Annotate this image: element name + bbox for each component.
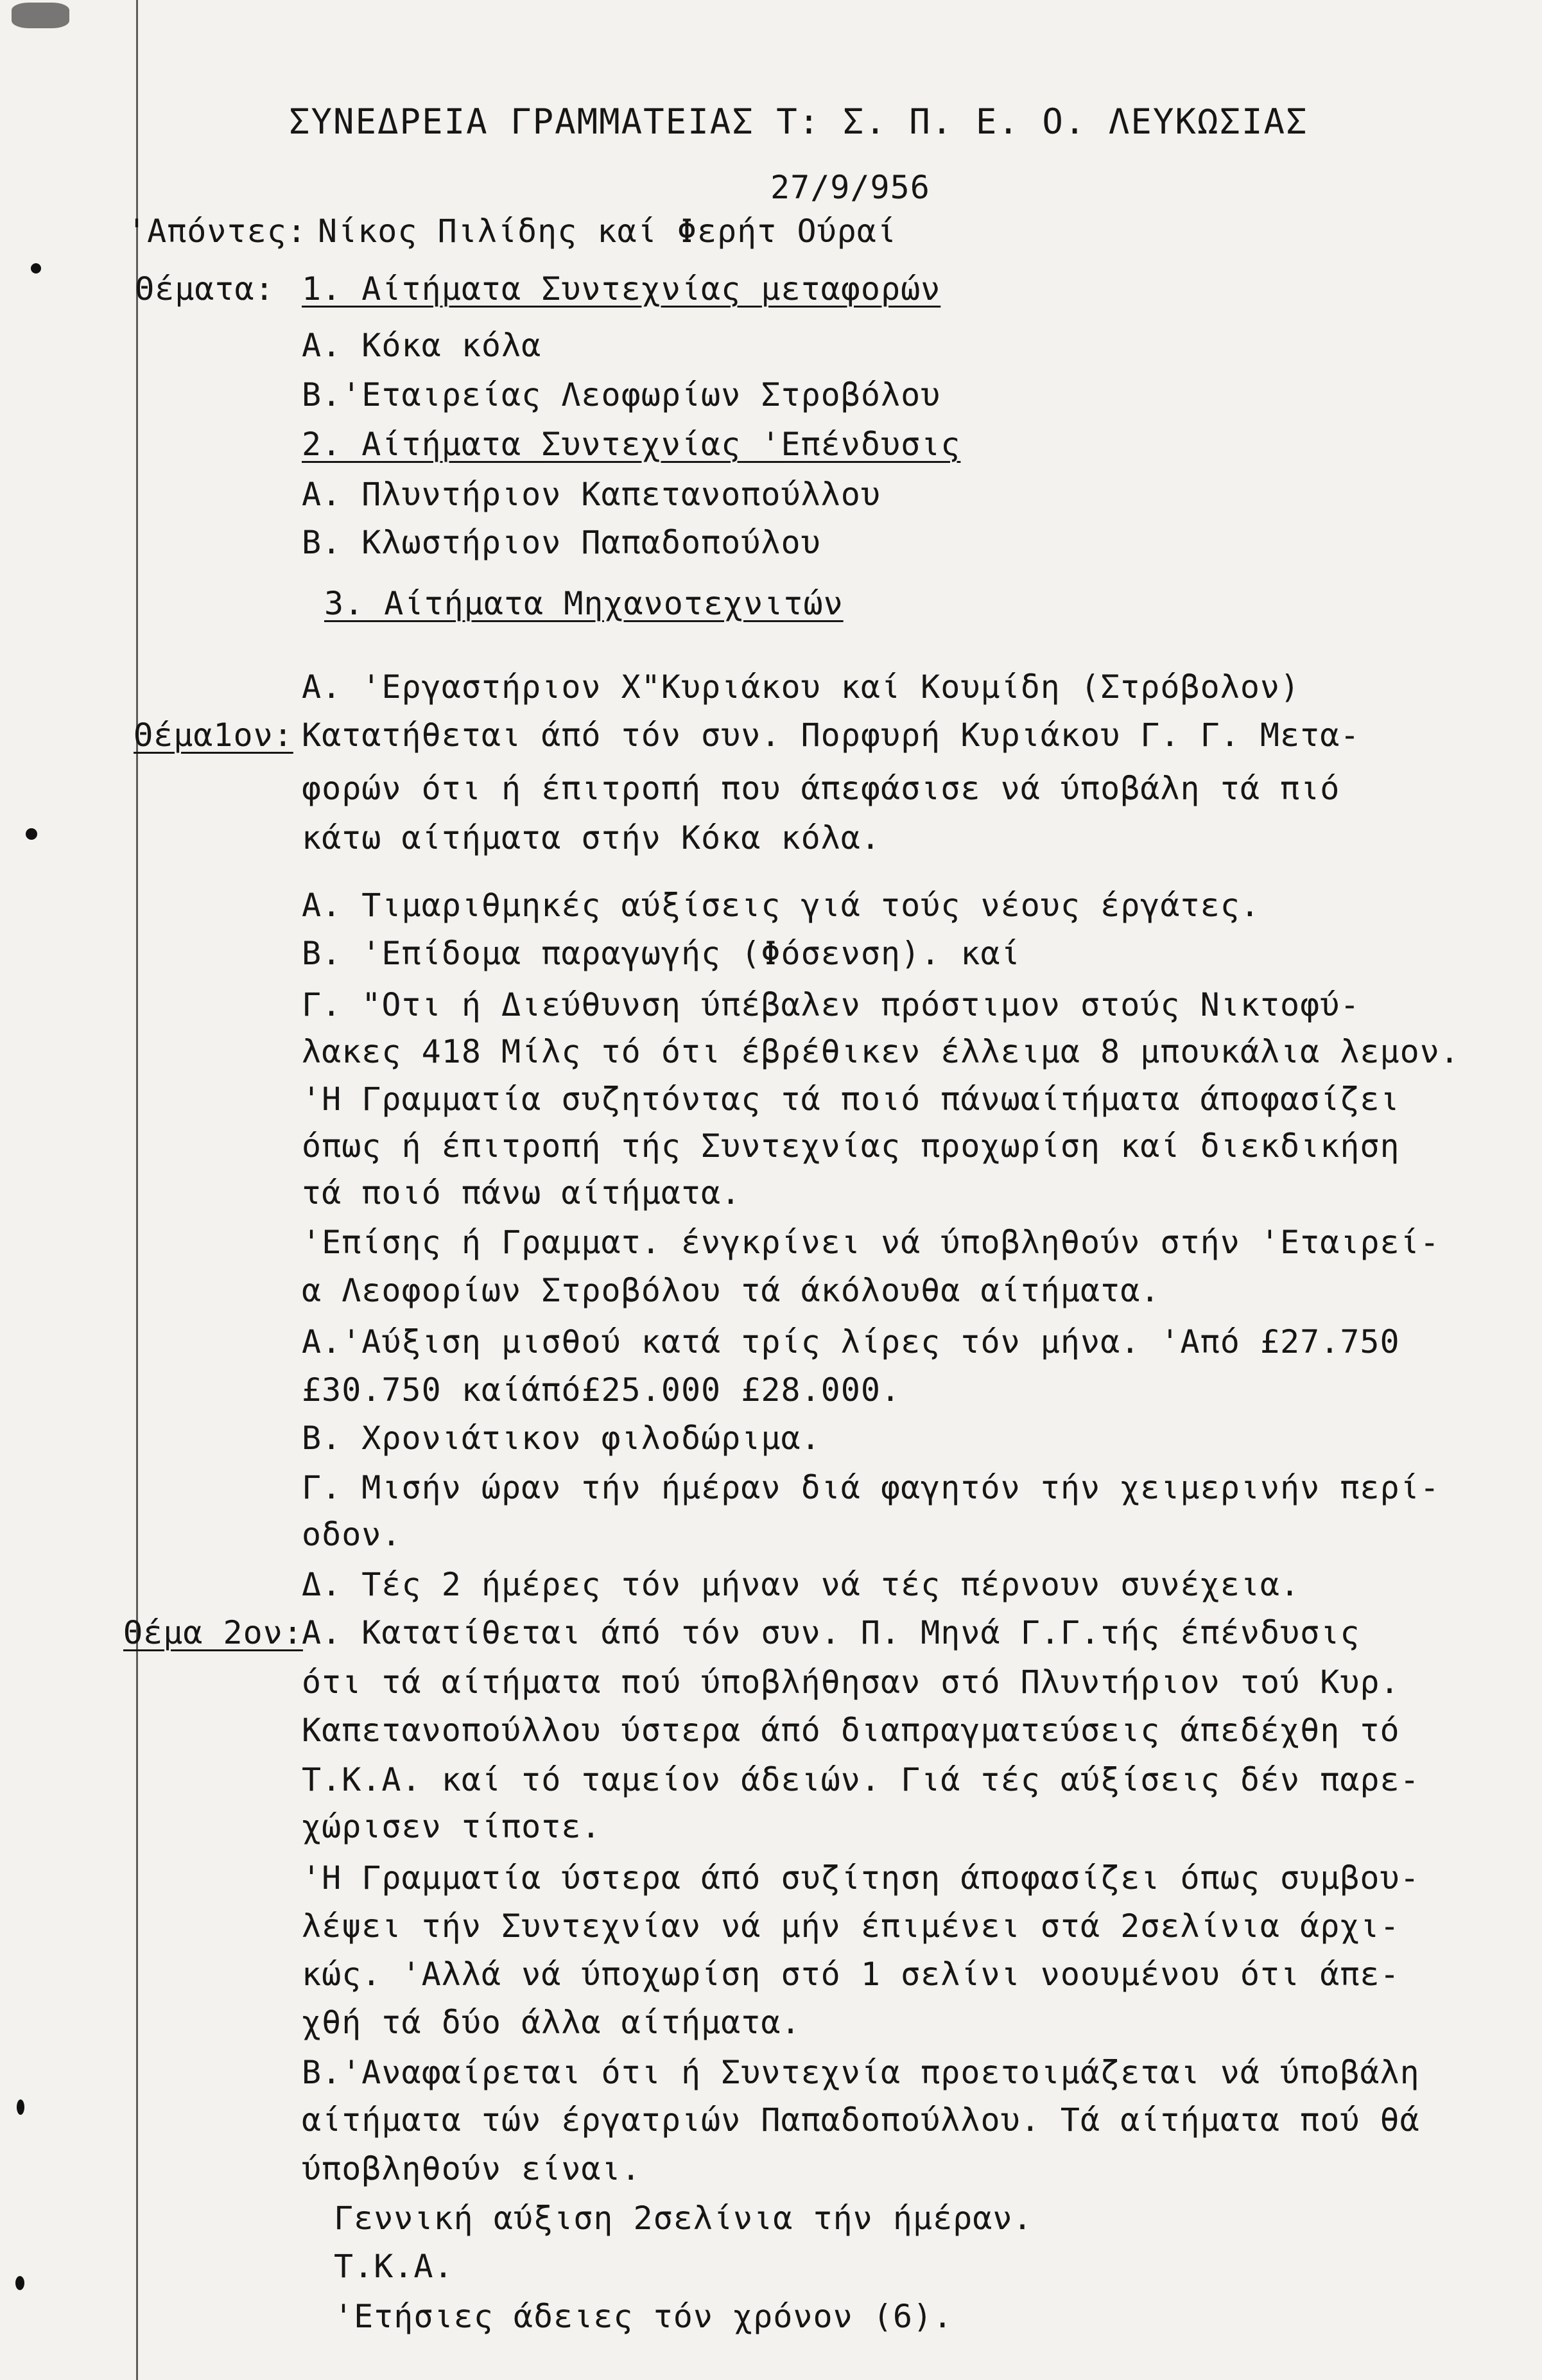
topic-line: 3. Αίτήματα Μηχανοτεχνιτών <box>324 585 844 622</box>
item1-label: Θέμα1ον: <box>134 717 293 754</box>
item1-line: τά ποιό πάνω αίτήματα. <box>302 1174 741 1212</box>
item2-line: Τ.Κ.Α. καί τό ταμείον άδειών. Γιά τές αύξίσεις δέν παρε- <box>302 1761 1420 1798</box>
ink-speck <box>26 828 37 840</box>
item2-line: αίτήματα τών έργατριών Παπαδοπούλλου. Τά αίτήματα πού θά <box>302 2101 1420 2139</box>
item2-line: χώρισεν τίποτε. <box>302 1808 602 1845</box>
topics-label: Θέματα: <box>135 270 275 308</box>
topic-line: Β.'Εταιρείας Λεοφωρίων Στροβόλου <box>302 376 941 413</box>
document-title: ΣΥΝΕΔΡΕΙΑ ΓΡΑΜΜΑΤΕΙΑΣ Τ: Σ. Π. Ε. Ο. ΛΕΥΚΩΣΙΑΣ <box>289 101 1308 142</box>
item1-line: Κατατήθεται άπό τόν συν. Πορφυρή Κυριάκου Γ. Γ. Μετα- <box>302 717 1360 754</box>
item2-label: Θέμα 2ον: <box>123 1614 303 1651</box>
page-margin-line <box>136 0 138 2380</box>
item1-line: κάτω αίτήματα στήν Κόκα κόλα. <box>302 819 881 856</box>
topic-line: Α. 'Εργαστήριον Χ"Κυριάκου καί Κουμίδη (Στρόβολον) <box>302 668 1301 706</box>
item1-line: Β. 'Επίδομα παραγωγής (Φόσενση). καί <box>302 935 1021 972</box>
item2-line: χθή τά δύο άλλα αίτήματα. <box>302 2004 801 2041</box>
item1-line: Γ. Μισήν ώραν τήν ήμέραν διά φαγητόν τήν χειμερινήν περί- <box>302 1469 1440 1506</box>
item2-line: κώς. 'Αλλά νά ύποχωρίση στό 1 σελίνι νοουμένου ότι άπε- <box>302 1956 1400 1993</box>
ink-speck <box>17 2099 24 2115</box>
item2-line: Β.'Αναφαίρεται ότι ή Συντεχνία προετοιμάζεται νά ύποβάλη <box>302 2054 1420 2091</box>
item1-line: Δ. Τές 2 ήμέρες τόν μήναν νά τές πέρνουν συνέχεια. <box>302 1566 1301 1603</box>
item1-line: Α.'Αύξιση μισθού κατά τρίς λίρες τόν μήνα. 'Από £27.750 <box>302 1323 1400 1360</box>
item2-line: ύποβληθούν είναι. <box>302 2150 641 2187</box>
item2-line: ότι τά αίτήματα πού ύποβλήθησαν στό Πλυντήριον τού Κυρ. <box>302 1663 1400 1701</box>
ink-speck <box>12 3 69 28</box>
item1-line: όπως ή έπιτροπή τής Συντεχνίας προχωρίση καί διεκδικήση <box>302 1127 1400 1165</box>
topic-line: 2. Αίτήματα Συντεχνίας 'Επένδυσις <box>302 426 961 463</box>
topic-line: Α. Πλυντήριον Καπετανοπούλλου <box>302 476 881 513</box>
ink-speck <box>31 263 41 274</box>
item1-line: φορών ότι ή έπιτροπή που άπεφάσισε νά ύποβάλη τά πιό <box>302 770 1340 807</box>
item2-demand: Γεννική αύξιση 2σελίνια τήν ήμέραν. <box>334 2200 1033 2237</box>
item1-line: Β. Χρονιάτικον φιλοδώριμα. <box>302 1420 821 1457</box>
topic-line: Α. Κόκα κόλα <box>302 327 542 364</box>
item1-line: οδον. <box>302 1516 402 1553</box>
item1-line: £30.750 καίάπό£25.000 £28.000. <box>302 1371 901 1409</box>
absent-label: 'Απόντες: <box>127 213 307 250</box>
item2-demand: Τ.Κ.Α. <box>334 2248 454 2285</box>
absent-names: Νίκος Πιλίδης καί Φερήτ Ούραί <box>318 213 897 250</box>
item1-line: λακες 418 Μίλς τό ότι έβρέθικεν έλλειμα 8 μπουκάλια λεμον. <box>302 1033 1460 1070</box>
item2-line: Καπετανοπούλλου ύστερα άπό διαπραγματεύσεις άπεδέχθη τό <box>302 1712 1400 1749</box>
item1-line: 'Η Γραμματία συζητόντας τά ποιό πάνωαίτήματα άποφασίζει <box>302 1081 1400 1118</box>
topic-line: Β. Κλωστήριον Παπαδοπούλου <box>302 524 821 561</box>
item2-demand: 'Ετήσιες άδειες τόν χρόνον (6). <box>334 2298 953 2335</box>
ink-speck <box>15 2276 24 2290</box>
item1-line: 'Επίσης ή Γραμματ. ένγκρίνει νά ύποβληθούν στήν 'Εταιρεί- <box>302 1224 1440 1261</box>
item2-first-line: Α. Κατατίθεται άπό τόν συν. Π. Μηνά Γ.Γ.τής έπένδυσις <box>302 1614 1360 1651</box>
item1-line: Γ. "Οτι ή Διεύθυνση ύπέβαλεν πρόστιμον στούς Νικτοφύ- <box>302 986 1360 1023</box>
item1-line: α Λεοφορίων Στροβόλου τά άκόλουθα αίτήματα. <box>302 1272 1161 1309</box>
document-date: 27/9/956 <box>770 169 930 206</box>
item1-line: Α. Τιμαριθμηκές αύξίσεις γιά τούς νέους έργάτες. <box>302 887 1260 924</box>
topic-line: 1. Αίτήματα Συντεχνίας μεταφορών <box>302 270 941 308</box>
item2-line: λέψει τήν Συντεχνίαν νά μήν έπιμένει στά 2σελίνια άρχι- <box>302 1907 1400 1945</box>
item2-line: 'Η Γραμματία ύστερα άπό συζίτηση άποφασίζει όπως συμβου- <box>302 1859 1420 1897</box>
